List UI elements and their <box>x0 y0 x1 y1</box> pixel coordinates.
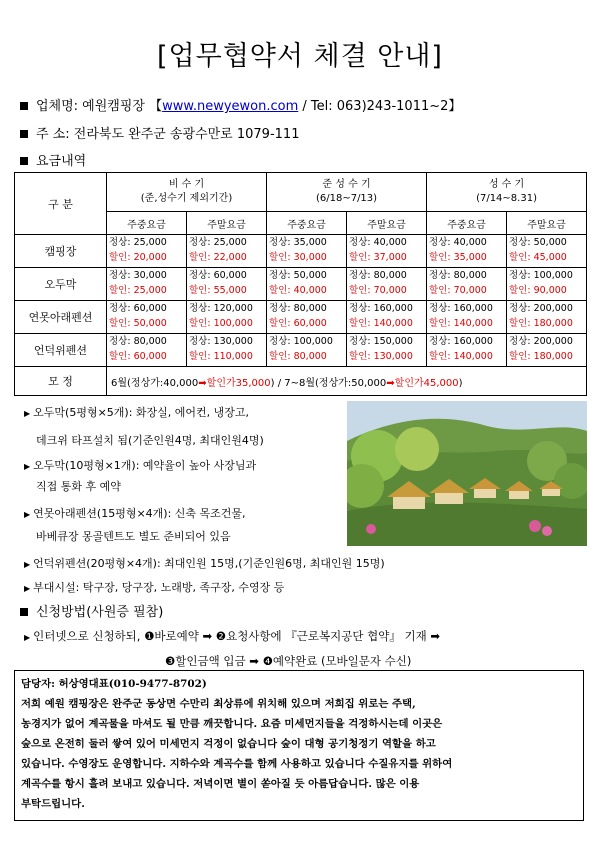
discount-price: 할인: 100,000 <box>189 318 253 329</box>
discount-price: 할인: 130,000 <box>349 351 413 362</box>
discount-price: 할인: 140,000 <box>349 318 413 329</box>
discount-price: 할인: 20,000 <box>109 252 167 263</box>
mojeong-discount-june: 할인가35,000 <box>206 377 271 389</box>
discount-price: 할인: 60,000 <box>109 351 167 362</box>
normal-price: 정상: 80,000 <box>269 303 327 314</box>
contact-text-line: 부탁드립니다. <box>21 798 85 810</box>
season-period: (7/14~8.31) <box>476 193 537 204</box>
facility-text: 부대시설: 탁구장, 당구장, 노래방, 족구장, 수영장 등 <box>33 581 285 594</box>
price-cell <box>427 268 507 301</box>
mojeong-close: ) <box>458 377 463 389</box>
price-cell <box>187 235 267 268</box>
normal-price: 정상: 100,000 <box>509 270 573 281</box>
price-cell <box>107 301 187 334</box>
normal-price: 정상: 100,000 <box>269 336 333 347</box>
facility-item <box>36 432 264 448</box>
apply-text: 인터넷으로 신청하되, ❶바로예약 ➡ ❷요청사항에 『근로복지공단 협약』 기재 ➡ <box>33 629 440 643</box>
normal-price: 정상: 30,000 <box>109 270 167 281</box>
discount-price: 할인: 35,000 <box>429 252 487 263</box>
season-header-off <box>107 173 267 212</box>
square-bullet-icon <box>20 130 28 138</box>
square-bullet-icon <box>20 608 28 616</box>
triangle-bullet-icon: ▶ <box>24 584 31 593</box>
discount-price: 할인: 60,000 <box>269 318 327 329</box>
season-period: (6/18~7/13) <box>315 193 378 204</box>
mojeong-label: 모 정 <box>15 367 107 396</box>
normal-price: 정상: 60,000 <box>189 270 247 281</box>
season-name: 성 수 기 <box>488 179 525 190</box>
triangle-bullet-icon: ▶ <box>24 633 31 642</box>
contact-text-line: 농경지가 없어 계곡물을 마셔도 될 만큼 깨끗합니다. 요즘 미세먼지들을 걱정하시는데 이곳은 <box>21 718 443 730</box>
phone-number: / Tel: 063)243-1011~2】 <box>298 99 462 114</box>
facility-item <box>24 555 385 571</box>
contact-box <box>14 670 584 821</box>
price-cell <box>187 268 267 301</box>
price-cell <box>267 268 347 301</box>
normal-price: 정상: 120,000 <box>189 303 253 314</box>
normal-price: 정상: 50,000 <box>269 270 327 281</box>
price-cell <box>107 334 187 367</box>
row-name: 캠핑장 <box>15 235 107 268</box>
mojeong-normal-summer: ) / 7~8월(정상가:50,000 <box>270 377 387 389</box>
facility-item <box>24 404 249 420</box>
normal-price: 정상: 200,000 <box>509 336 573 347</box>
weekend-header: 주말요금 <box>187 212 267 235</box>
normal-price: 정상: 40,000 <box>349 237 407 248</box>
normal-price: 정상: 60,000 <box>109 303 167 314</box>
row-name: 연못아래펜션 <box>15 301 107 334</box>
facility-text: 오두막(5평형×5개): 화장실, 에어컨, 냉장고, <box>33 406 250 419</box>
discount-price: 할인: 55,000 <box>189 285 247 296</box>
price-cell <box>427 301 507 334</box>
discount-price: 할인: 180,000 <box>509 351 573 362</box>
discount-price: 할인: 140,000 <box>429 318 493 329</box>
price-cell <box>267 235 347 268</box>
facility-item <box>36 478 121 494</box>
normal-price: 정상: 50,000 <box>509 237 567 248</box>
triangle-bullet-icon: ▶ <box>24 409 31 418</box>
address-value: 전라북도 완주군 송광수만로 1079-111 <box>73 127 300 142</box>
discount-price: 할인: 110,000 <box>189 351 253 362</box>
fee-section-heading <box>18 150 86 169</box>
normal-price: 정상: 160,000 <box>349 303 413 314</box>
discount-price: 할인: 140,000 <box>429 351 493 362</box>
season-name: 준 성 수 기 <box>322 179 371 190</box>
discount-price: 할인: 70,000 <box>349 285 407 296</box>
weekend-header: 주말요금 <box>347 212 427 235</box>
arrow-right-icon: ➡ <box>386 377 395 389</box>
price-cell <box>507 268 587 301</box>
weekend-header: 주말요금 <box>507 212 587 235</box>
contact-text-line: 계곡수를 항시 흘려 보내고 있습니다. 저녁이면 별이 쏟아질 듯 아름답습니다. 많은 이용 <box>21 778 420 790</box>
apply-section-label: 신청방법(사원증 필참) <box>36 605 164 620</box>
arrow-right-icon: ➡ <box>198 377 207 389</box>
normal-price: 정상: 25,000 <box>189 237 247 248</box>
normal-price: 정상: 35,000 <box>269 237 327 248</box>
season-period: (준,성수기 제외기간) <box>140 193 233 204</box>
normal-price: 정상: 200,000 <box>509 303 573 314</box>
discount-price: 할인: 40,000 <box>269 285 327 296</box>
normal-price: 정상: 80,000 <box>429 270 487 281</box>
facility-text: 직접 통화 후 예약 <box>36 480 121 493</box>
facility-item <box>36 528 231 544</box>
price-cell <box>347 301 427 334</box>
mojeong-discount-summer: 할인가45,000 <box>394 377 459 389</box>
bracket-open: 【 <box>149 99 163 114</box>
facility-item <box>24 505 246 521</box>
discount-price: 할인: 37,000 <box>349 252 407 263</box>
price-cell <box>107 268 187 301</box>
apply-step-line-1 <box>24 628 440 644</box>
triangle-bullet-icon: ▶ <box>24 560 31 569</box>
apply-section-heading <box>18 601 163 620</box>
gubun-header: 구 분 <box>15 173 107 235</box>
table-row <box>15 334 587 367</box>
discount-price: 할인: 30,000 <box>269 252 327 263</box>
normal-price: 정상: 80,000 <box>109 336 167 347</box>
normal-price: 정상: 160,000 <box>429 303 493 314</box>
mojeong-price <box>107 367 587 396</box>
price-cell <box>187 334 267 367</box>
discount-price: 할인: 70,000 <box>429 285 487 296</box>
facility-text: 오두막(10평형×1개): 예약율이 높아 사장님과 <box>33 459 257 472</box>
triangle-bullet-icon: ▶ <box>24 510 31 519</box>
mojeong-normal-june: 6월(정상가:40,000 <box>111 377 199 389</box>
apply-step-line-2: ❸할인금액 입금 ➡ ❹예약완료 (모바일문자 수신) <box>165 654 412 668</box>
facility-item <box>24 579 284 595</box>
row-name: 오두막 <box>15 268 107 301</box>
table-row <box>15 235 587 268</box>
price-cell <box>427 235 507 268</box>
manager-contact: 담당자: 허상영대표(010-9477-8702) <box>21 678 207 690</box>
price-cell <box>427 334 507 367</box>
triangle-bullet-icon: ▶ <box>24 462 31 471</box>
season-header-peak <box>427 173 587 212</box>
season-header-semi <box>267 173 427 212</box>
price-cell <box>267 301 347 334</box>
facility-text: 언덕위펜션(20평형×4개): 최대인원 15명,(기준인원6명, 최대인원 15명) <box>33 557 385 570</box>
price-cell <box>507 301 587 334</box>
discount-price: 할인: 50,000 <box>109 318 167 329</box>
address-line <box>18 123 299 142</box>
normal-price: 정상: 25,000 <box>109 237 167 248</box>
address-label: 주 소: <box>36 127 70 142</box>
fee-section-label: 요금내역 <box>36 154 87 169</box>
row-name: 언덕위펜션 <box>15 334 107 367</box>
website-link[interactable]: www.newyewon.com <box>162 99 299 114</box>
discount-price: 할인: 25,000 <box>109 285 167 296</box>
facility-text: 연못아래펜션(15평형×4개): 신축 목조건물, <box>33 507 246 520</box>
weekday-header: 주중요금 <box>107 212 187 235</box>
contact-text-line: 숲으로 온전히 둘러 쌓여 있어 미세먼지 걱정이 없습니다 숲이 대형 공기청정기 역할을 하고 <box>21 738 436 750</box>
square-bullet-icon <box>20 102 28 110</box>
price-cell <box>507 235 587 268</box>
price-cell <box>107 235 187 268</box>
facility-text: 바베큐장 몽골텐트도 별도 준비되어 있음 <box>36 530 231 543</box>
table-row <box>15 367 587 396</box>
normal-price: 정상: 150,000 <box>349 336 413 347</box>
season-name: 비 수 기 <box>168 179 205 190</box>
company-line <box>18 95 461 114</box>
table-row <box>15 301 587 334</box>
price-cell <box>347 334 427 367</box>
campsite-photo <box>347 401 587 546</box>
normal-price: 정상: 130,000 <box>189 336 253 347</box>
page-title: [업무협약서 체결 안내] <box>157 41 443 72</box>
square-bullet-icon <box>20 157 28 165</box>
company-name: 업체명: 예원캠핑장 <box>36 99 145 114</box>
discount-price: 할인: 22,000 <box>189 252 247 263</box>
normal-price: 정상: 160,000 <box>429 336 493 347</box>
price-cell <box>267 334 347 367</box>
discount-price: 할인: 180,000 <box>509 318 573 329</box>
contact-text-line: 있습니다. 수영장도 운영합니다. 지하수와 계곡수를 함께 사용하고 있습니다 수질유지를 위하여 <box>21 758 453 770</box>
weekday-header: 주중요금 <box>267 212 347 235</box>
price-cell <box>347 268 427 301</box>
facility-text: 데크위 타프설치 됨(기준인원4명, 최대인원4명) <box>36 434 264 447</box>
discount-price: 할인: 45,000 <box>509 252 567 263</box>
normal-price: 정상: 80,000 <box>349 270 407 281</box>
weekday-header: 주중요금 <box>427 212 507 235</box>
normal-price: 정상: 40,000 <box>429 237 487 248</box>
facility-item <box>24 457 256 473</box>
price-cell <box>507 334 587 367</box>
table-row <box>15 268 587 301</box>
discount-price: 할인: 90,000 <box>509 285 567 296</box>
contact-text-line: 저희 예원 캠핑장은 완주군 동상면 수만리 최상류에 위치해 있으며 저희집 위로는 주택, <box>21 698 416 710</box>
discount-price: 할인: 80,000 <box>269 351 327 362</box>
price-cell <box>347 235 427 268</box>
fee-table <box>14 172 587 396</box>
price-cell <box>187 301 267 334</box>
